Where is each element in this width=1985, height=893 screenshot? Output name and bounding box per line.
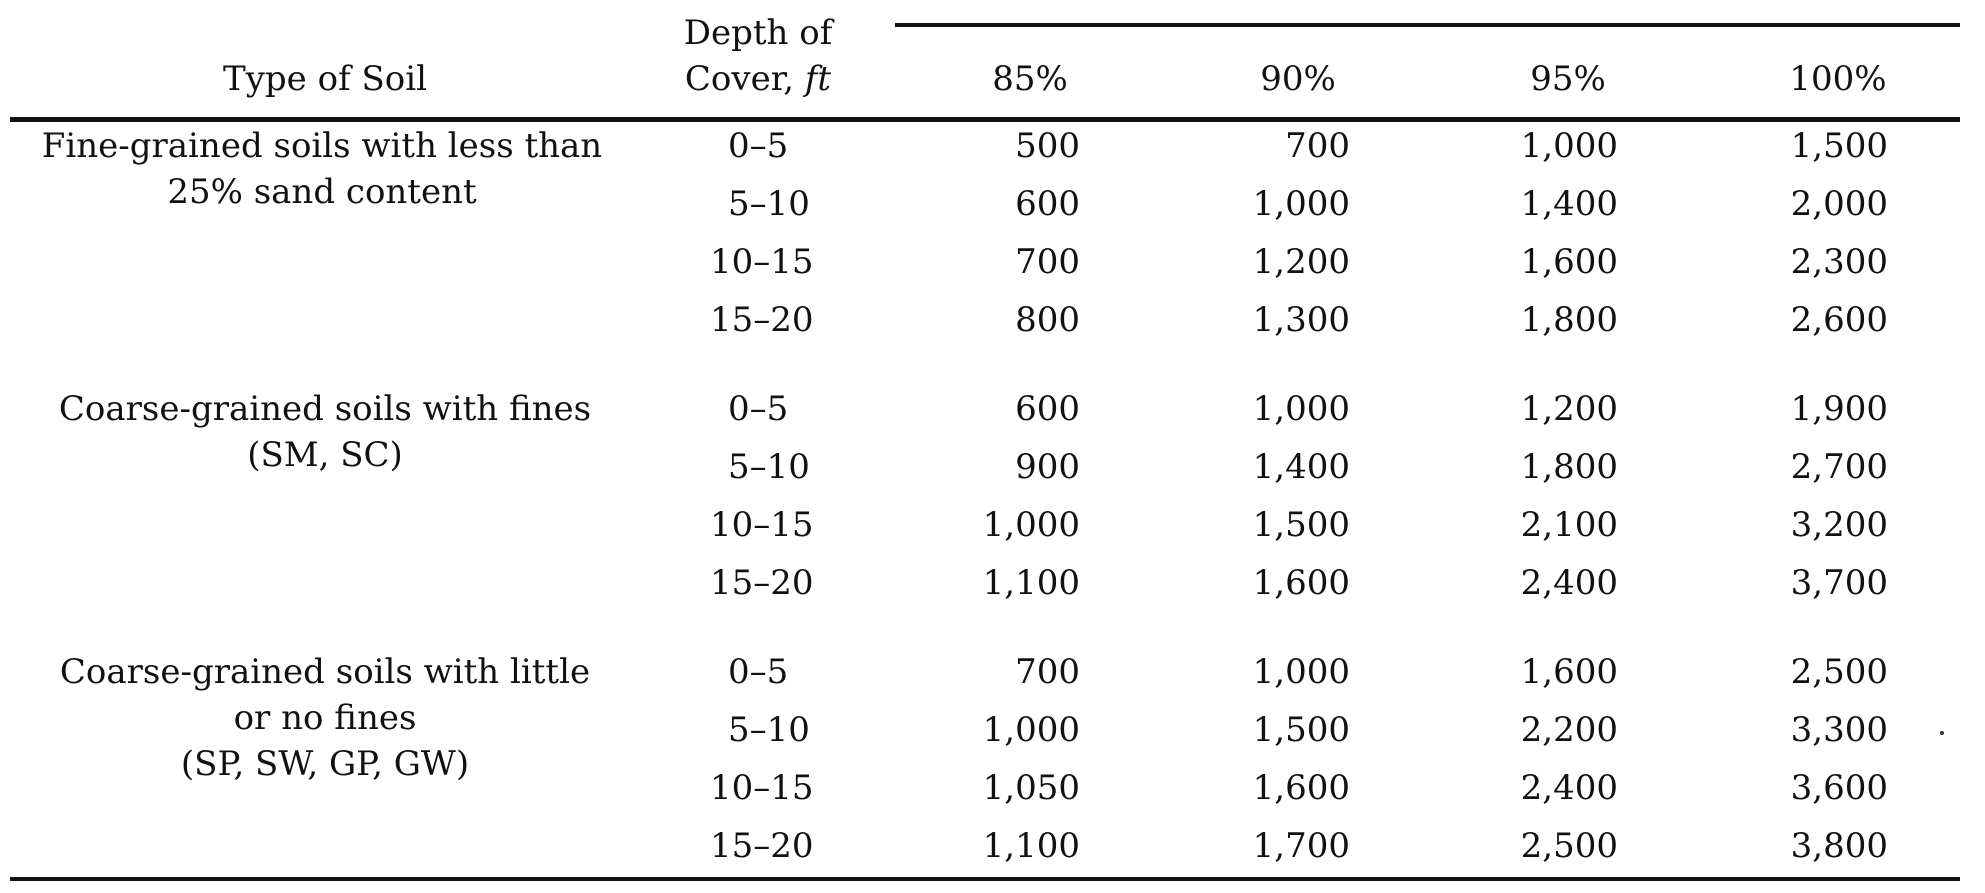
depth-cell: 5–10 xyxy=(728,447,810,487)
value-cell: 1,000 xyxy=(1252,652,1350,692)
soil-type-coarse-fines-line2: (SM, SC) xyxy=(247,435,403,475)
value-cell: 1,800 xyxy=(1520,300,1618,340)
value-cell: 1,700 xyxy=(1252,826,1350,866)
scan-speck xyxy=(1940,731,1944,735)
value-cell: 1,000 xyxy=(1252,389,1350,429)
value-cell: 2,500 xyxy=(1520,826,1618,866)
value-cell: 2,000 xyxy=(1790,184,1888,224)
value-cell: 1,100 xyxy=(982,826,1080,866)
soil-type-coarse-little-line3: (SP, SW, GP, GW) xyxy=(180,744,470,784)
value-cell: 1,300 xyxy=(1252,300,1350,340)
value-cell: 1,200 xyxy=(1252,242,1350,282)
value-cell: 1,000 xyxy=(1520,126,1618,166)
header-depth-unit: ft xyxy=(804,59,832,99)
header-col-100: 100% xyxy=(1789,59,1887,99)
depth-cell: 15–20 xyxy=(710,563,814,603)
soil-type-coarse-little-line2: or no fines xyxy=(233,698,417,738)
value-cell: 700 xyxy=(1015,652,1080,692)
value-cell: 700 xyxy=(1015,242,1080,282)
header-type-of-soil: Type of Soil xyxy=(223,59,427,99)
depth-cell: 15–20 xyxy=(710,826,814,866)
value-cell: 700 xyxy=(1285,126,1350,166)
value-cell: 2,400 xyxy=(1520,563,1618,603)
header-depth-label: Cover, xyxy=(684,59,805,99)
depth-cell: 15–20 xyxy=(710,300,814,340)
value-cell: 1,600 xyxy=(1520,242,1618,282)
value-cell: 1,400 xyxy=(1252,447,1350,487)
value-cell: 1,500 xyxy=(1252,505,1350,545)
value-cell: 2,700 xyxy=(1790,447,1888,487)
value-cell: 3,600 xyxy=(1790,768,1888,808)
soil-type-fine-line2: 25% sand content xyxy=(167,172,477,212)
value-cell: 2,500 xyxy=(1790,652,1888,692)
depth-cell: 0–5 xyxy=(728,652,789,692)
header-col-90: 90% xyxy=(1260,59,1336,99)
value-cell: 3,800 xyxy=(1790,826,1888,866)
header-col-85: 85% xyxy=(992,59,1068,99)
value-cell: 1,800 xyxy=(1520,447,1618,487)
value-cell: 1,500 xyxy=(1790,126,1888,166)
soil-type-coarse-fines-line1: Coarse-grained soils with fines xyxy=(58,389,592,429)
depth-cell: 10–15 xyxy=(710,242,814,282)
depth-cell: 0–5 xyxy=(728,389,789,429)
value-cell: 3,200 xyxy=(1790,505,1888,545)
value-cell: 1,000 xyxy=(982,505,1080,545)
value-cell: 800 xyxy=(1015,300,1080,340)
column-group-rule xyxy=(895,23,1960,27)
value-cell: 3,300 xyxy=(1790,710,1888,750)
value-cell: 2,200 xyxy=(1520,710,1618,750)
value-cell: 1,600 xyxy=(1252,768,1350,808)
value-cell: 1,900 xyxy=(1790,389,1888,429)
depth-cell: 10–15 xyxy=(710,505,814,545)
value-cell: 500 xyxy=(1015,126,1080,166)
value-cell: 900 xyxy=(1015,447,1080,487)
value-cell: 1,400 xyxy=(1520,184,1618,224)
soil-type-coarse-little-line1: Coarse-grained soils with little xyxy=(59,652,591,692)
value-cell: 1,600 xyxy=(1252,563,1350,603)
value-cell: 1,000 xyxy=(982,710,1080,750)
value-cell: 2,600 xyxy=(1790,300,1888,340)
value-cell: 1,000 xyxy=(1252,184,1350,224)
header-depth-line1: Depth of xyxy=(683,13,833,53)
value-cell: 2,300 xyxy=(1790,242,1888,282)
value-cell: 1,500 xyxy=(1252,710,1350,750)
depth-cell: 10–15 xyxy=(710,768,814,808)
bottom-rule xyxy=(10,877,1960,881)
value-cell: 2,400 xyxy=(1520,768,1618,808)
value-cell: 600 xyxy=(1015,389,1080,429)
header-depth-line2 xyxy=(685,56,831,102)
value-cell: 1,100 xyxy=(982,563,1080,603)
depth-cell: 5–10 xyxy=(728,710,810,750)
depth-cell: 5–10 xyxy=(728,184,810,224)
value-cell: 3,700 xyxy=(1790,563,1888,603)
header-rule xyxy=(10,117,1960,122)
value-cell: 600 xyxy=(1015,184,1080,224)
header-col-95: 95% xyxy=(1530,59,1606,99)
value-cell: 2,100 xyxy=(1520,505,1618,545)
value-cell: 1,050 xyxy=(982,768,1080,808)
depth-cell: 0–5 xyxy=(728,126,789,166)
value-cell: 1,600 xyxy=(1520,652,1618,692)
value-cell: 1,200 xyxy=(1520,389,1618,429)
soil-type-fine-line1: Fine-grained soils with less than xyxy=(41,126,603,166)
